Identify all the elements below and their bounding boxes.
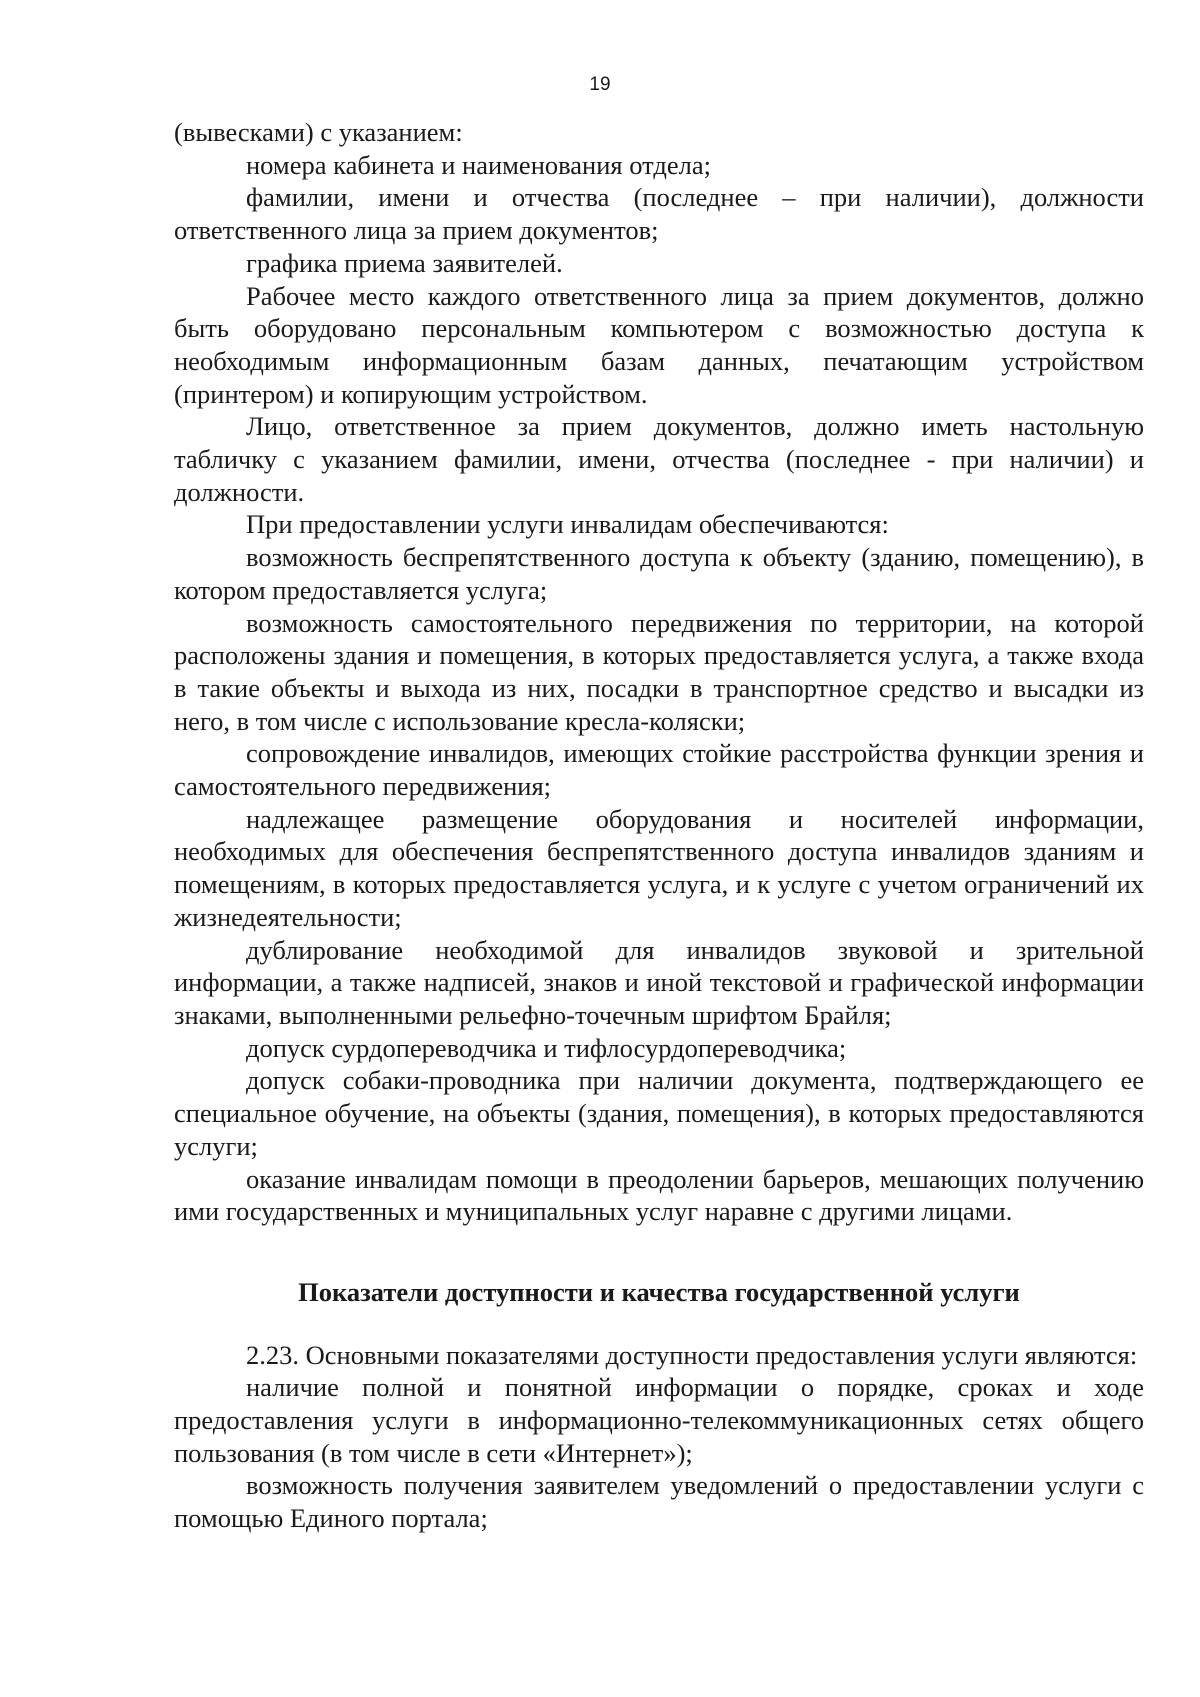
paragraph-notifications: возможность получения заявителем уведомлений о предоставлении услуги с помощью Единого портала; <box>174 1470 1144 1534</box>
paragraph-independent-movement: возможность самостоятельного передвижения по территории, на которой расположены здания и помещения, в которых предоставляется услуга, а также входа в такие объекты и выхода из них, посадки в транспортное средство и высадки из него, в том числе с использование кресла-коляски; <box>174 607 1144 736</box>
section-heading: Показатели доступности и качества государственной услуги <box>298 1276 1020 1307</box>
paragraph-disabled-provisions: При предоставлении услуги инвалидам обеспечиваются: <box>246 509 889 540</box>
paragraph-escort: сопровождение инвалидов, имеющих стойкие расстройства функции зрения и самостоятельного передвижения; <box>174 738 1144 802</box>
paragraph-name-plate: Лицо, ответственное за прием документов, должно иметь настольную табличку с указанием фамилии, имени, отчества (последнее - при наличии) и должности. <box>174 411 1144 507</box>
paragraph-signage-continuation: (вывесками) с указанием: <box>174 117 463 147</box>
paragraph-guide-dog: допуск собаки-проводника при наличии документа, подтверждающего ее специальное обучение, на объекты (здания, помещения), в которых предоставляются услуги; <box>174 1065 1144 1161</box>
paragraph-information-availability: наличие полной и понятной информации о порядке, сроках и ходе предоставления услуги в информационно-телекоммуникационных сетях общего пользования (в том числе в сети «Интернет»); <box>174 1372 1144 1468</box>
paragraph-reception-schedule: графика приема заявителей. <box>246 247 563 278</box>
paragraph-workplace: Рабочее место каждого ответственного лица за прием документов, должно быть оборудовано персональным компьютером с возможностью доступа к необходимым информационным базам данных, печатающим устройством (принтером) и копирующим устройством. <box>174 280 1144 409</box>
document-body <box>174 116 1144 1535</box>
paragraph-barrier-assistance: оказание инвалидам помощи в преодолении барьеров, мешающих получению ими государственных и муниципальных услуг наравне с другими лицами. <box>174 1163 1144 1227</box>
paragraph-accessibility-indicators: 2.23. Основными показателями доступности предоставления услуги являются: <box>246 1339 1138 1370</box>
paragraph-braille-duplication: дублирование необходимой для инвалидов звуковой и зрительной информации, а также надписей, знаков и иной текстовой и графической информации знаками, выполненными рельефно-точечным шрифтом Брайля; <box>174 934 1144 1030</box>
paragraph-room-number: номера кабинета и наименования отдела; <box>246 149 711 180</box>
paragraph-sign-interpreter: допуск сурдопереводчика и тифлосурдопереводчика; <box>246 1032 847 1063</box>
paragraph-equipment-placement: надлежащее размещение оборудования и носителей информации, необходимых для обеспечения беспрепятственного доступа инвалидов зданиям и помещениям, в которых предоставляется услуга, и к услуге с учетом ограничений их жизнедеятельности; <box>174 803 1144 932</box>
page-number: 19 <box>589 74 611 95</box>
paragraph-responsible-name: фамилии, имени и отчества (последнее – при наличии), должности ответственного лица за прием документов; <box>174 182 1144 246</box>
paragraph-unhindered-access: возможность беспрепятственного доступа к объекту (зданию, помещению), в котором предоставляется услуга; <box>174 542 1144 605</box>
